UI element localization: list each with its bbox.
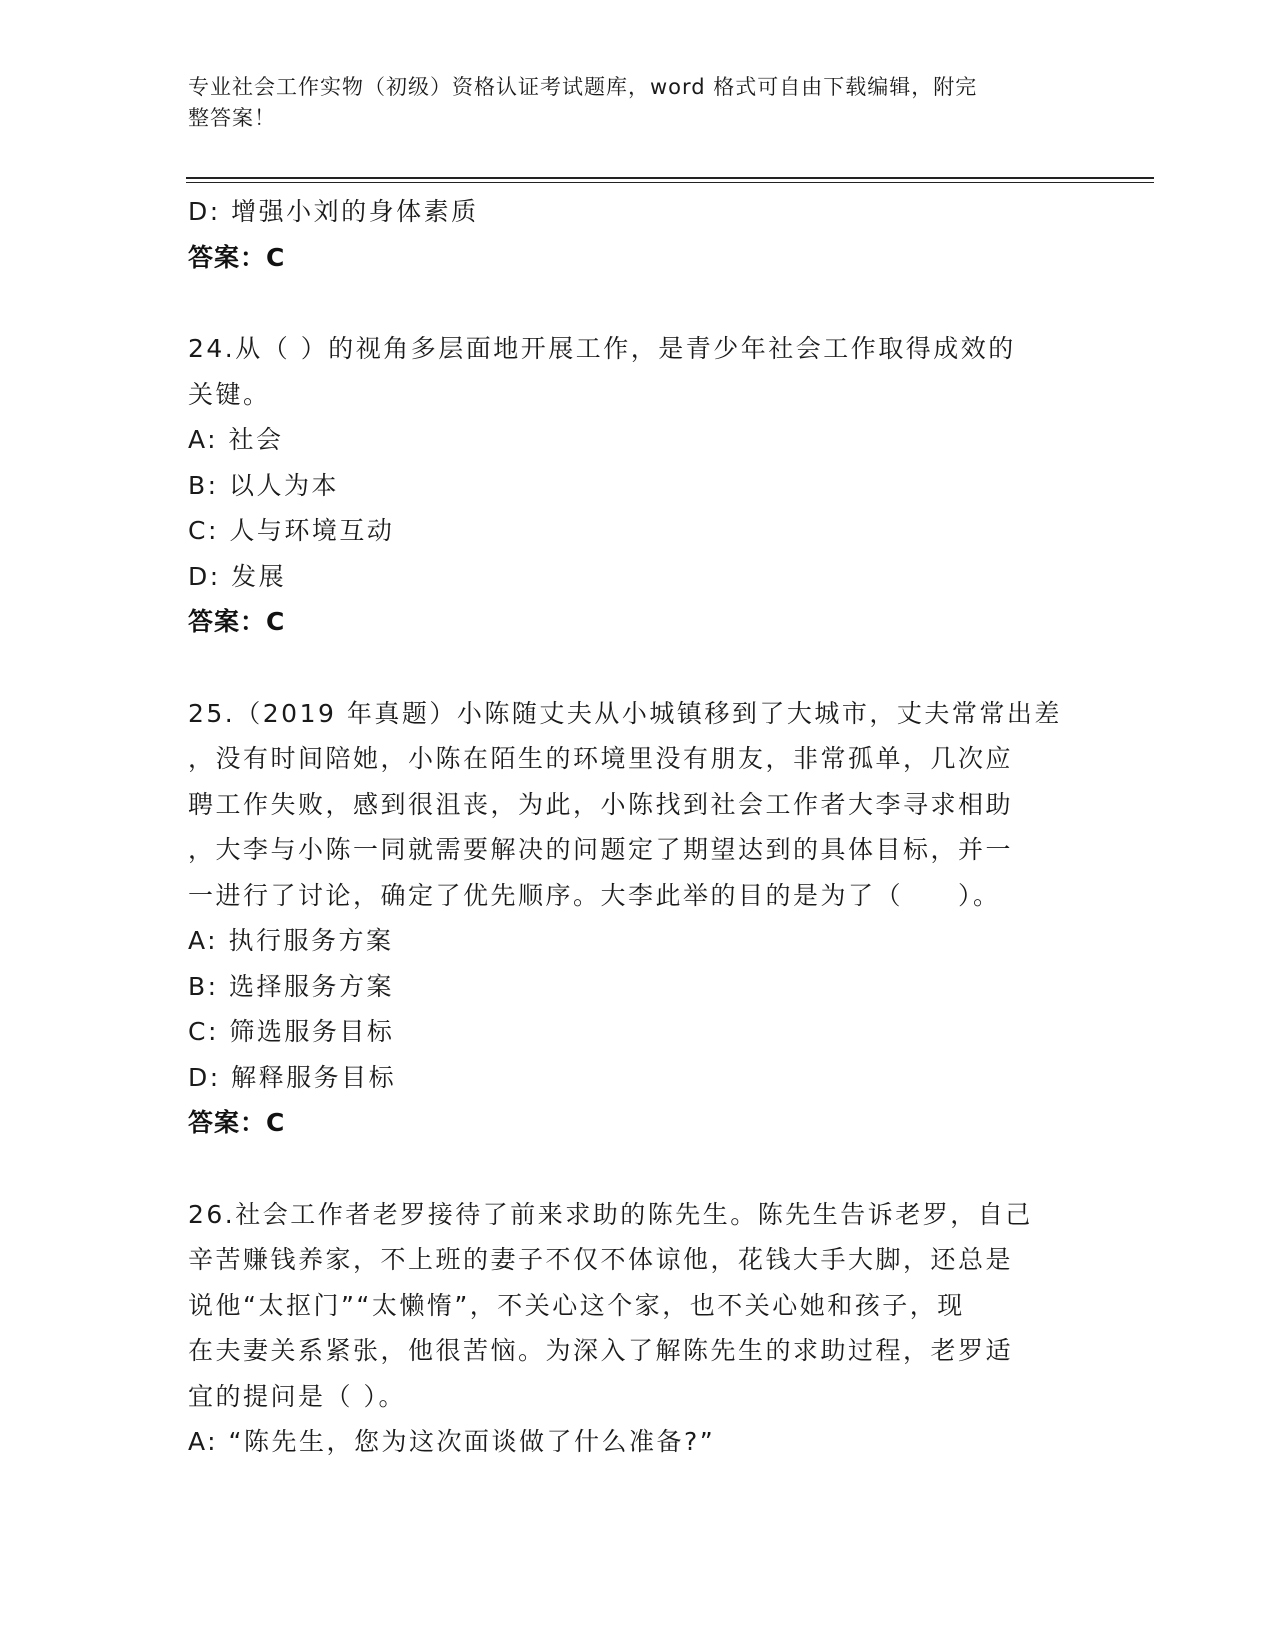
q23-option-d: D: 增强小刘的身体素质 xyxy=(188,197,479,226)
q24-option-d: D: 发展 xyxy=(188,561,287,591)
q26-stem-line-2: 辛苦赚钱养家，不上班的妻子不仅不体谅他，花钱大手大脚，还总是 xyxy=(188,1245,1014,1274)
q23-answer: 答案：C xyxy=(188,242,286,272)
q26-stem-line-1: 26.社会工作者老罗接待了前来求助的陈先生。陈先生告诉老罗，自己 xyxy=(188,1199,1033,1229)
q26-stem-line-5: 宜的提问是（ ）。 xyxy=(188,1381,406,1411)
header-line-2: 整答案！ xyxy=(188,106,276,130)
q25-stem-line-3: 聘工作失败，感到很沮丧，为此，小陈找到社会工作者大李寻求相助 xyxy=(188,789,1014,819)
question-26 xyxy=(188,1192,1088,1465)
q25-option-d: D: 解释服务目标 xyxy=(188,1062,397,1092)
q24-stem-line-1: 24.从（ ）的视角多层面地开展工作，是青少年社会工作取得成效的 xyxy=(188,334,1016,363)
header-rule-thick xyxy=(186,177,1154,179)
q24-answer: 答案：C xyxy=(188,607,286,636)
question-25 xyxy=(188,691,1088,1146)
q25-answer: 答案：C xyxy=(188,1108,286,1137)
question-24 xyxy=(188,326,1088,645)
q25-option-a: A: 执行服务方案 xyxy=(188,926,394,955)
q25-option-b: B: 选择服务方案 xyxy=(188,971,395,1001)
q26-stem-line-4: 在夫妻关系紧张，他很苦恼。为深入了解陈先生的求助过程，老罗适 xyxy=(188,1336,1014,1365)
q26-stem-line-3: 说他“太抠门”“太懒惰”，不关心这个家，也不关心她和孩子，现 xyxy=(188,1290,965,1320)
q25-stem-line-4: ，大李与小陈一同就需要解决的问题定了期望达到的具体目标，并一 xyxy=(188,835,1014,864)
q24-option-b: B: 以人为本 xyxy=(188,470,340,500)
q24-option-a: A: 社会 xyxy=(188,425,284,454)
q25-option-c: C: 筛选服务目标 xyxy=(188,1017,395,1046)
page-header xyxy=(188,72,1068,134)
header-rule-thin xyxy=(186,182,1154,183)
question-23 xyxy=(188,189,1088,280)
q25-stem-line-2: ，没有时间陪她，小陈在陌生的环境里没有朋友，非常孤单，几次应 xyxy=(188,744,1014,773)
q24-stem-line-2: 关键。 xyxy=(188,379,271,409)
q25-stem-line-5: 一进行了讨论，确定了优先顺序。大李此举的目的是为了（ ）。 xyxy=(188,880,1001,910)
question-content xyxy=(188,189,1088,1465)
q25-stem-line-1: 25.（2019 年真题）小陈随丈夫从小城镇移到了大城市，丈夫常常出差 xyxy=(188,698,1062,728)
header-line-1: 专业社会工作实物（初级）资格认证考试题库，word 格式可自由下载编辑，附完 xyxy=(188,75,978,99)
q26-option-a: A: “陈先生，您为这次面谈做了什么准备?” xyxy=(188,1427,716,1456)
q24-option-c: C: 人与环境互动 xyxy=(188,516,395,545)
spacer xyxy=(188,645,1088,691)
spacer xyxy=(188,280,1088,326)
spacer xyxy=(188,1146,1088,1192)
